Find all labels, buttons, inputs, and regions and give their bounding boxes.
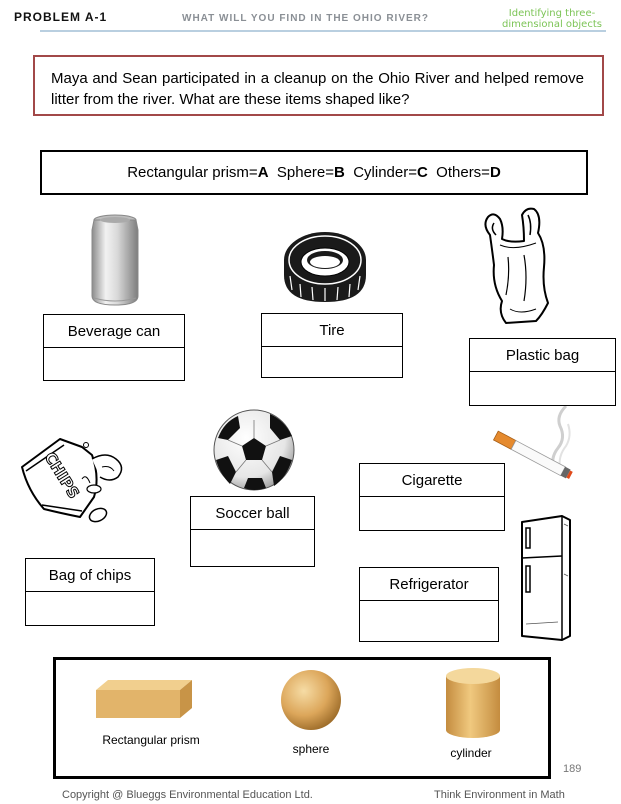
rectangular-prism-image bbox=[94, 678, 194, 722]
answer-key bbox=[40, 150, 588, 195]
tire-answer[interactable] bbox=[262, 347, 402, 380]
key-others: Others=D bbox=[436, 164, 501, 181]
sphere-image bbox=[279, 668, 343, 732]
bag-of-chips-box bbox=[25, 558, 155, 626]
tire-box bbox=[261, 313, 403, 378]
beverage-can-image bbox=[88, 212, 142, 308]
rectangular-prism-caption: Rectangular prism bbox=[102, 733, 200, 747]
soccer-ball-box bbox=[190, 496, 315, 567]
refrigerator-label: Refrigerator bbox=[360, 568, 498, 601]
cylinder-image bbox=[443, 666, 503, 740]
shapes-reference bbox=[53, 657, 551, 779]
plastic-bag-answer[interactable] bbox=[470, 372, 615, 405]
refrigerator-answer[interactable] bbox=[360, 601, 498, 634]
tire-label: Tire bbox=[262, 314, 402, 347]
bag-of-chips-answer[interactable] bbox=[26, 592, 154, 625]
question-box bbox=[33, 55, 604, 116]
refrigerator-image bbox=[518, 514, 574, 642]
page-number: 189 bbox=[563, 763, 582, 775]
brand-text: Think Environment in Math bbox=[434, 789, 565, 801]
cylinder-caption: cylinder bbox=[450, 746, 492, 760]
refrigerator-box bbox=[359, 567, 499, 642]
beverage-can-answer[interactable] bbox=[44, 348, 184, 381]
topic-label: Identifying three-dimensional objects bbox=[502, 8, 602, 30]
sphere-caption: sphere bbox=[292, 742, 330, 756]
key-cylinder: Cylinder=C bbox=[353, 164, 428, 181]
beverage-can-label: Beverage can bbox=[44, 315, 184, 348]
plastic-bag-label: Plastic bag bbox=[470, 339, 615, 372]
tire-image bbox=[280, 220, 370, 305]
beverage-can-box bbox=[43, 314, 185, 381]
header-divider bbox=[40, 30, 606, 32]
chips-bag-image bbox=[20, 437, 140, 529]
cigarette-box bbox=[359, 463, 505, 531]
plastic-bag-image bbox=[480, 205, 560, 327]
cigarette-answer[interactable] bbox=[360, 497, 504, 530]
worksheet-title: WHAT WILL YOU FIND IN THE OHIO RIVER? bbox=[182, 13, 429, 24]
problem-number: PROBLEM A-1 bbox=[14, 10, 108, 24]
cigarette-label: Cigarette bbox=[360, 464, 504, 497]
key-sphere: Sphere=B bbox=[276, 164, 345, 181]
plastic-bag-box bbox=[469, 338, 616, 406]
bag-of-chips-label: Bag of chips bbox=[26, 559, 154, 592]
key-prism: Rectangular prism=A bbox=[127, 164, 269, 181]
copyright-text: Copyright @ Blueggs Environmental Education Ltd. bbox=[62, 789, 313, 801]
question-text: Maya and Sean participated in a cleanup on the Ohio River and helped remove litter from the river. What are these items shaped like? bbox=[51, 70, 584, 108]
soccer-ball-answer[interactable] bbox=[191, 530, 314, 563]
soccer-ball-label: Soccer ball bbox=[191, 497, 314, 530]
soccer-ball-image bbox=[212, 408, 296, 492]
chips-bag-text: CHIPS bbox=[40, 449, 83, 502]
